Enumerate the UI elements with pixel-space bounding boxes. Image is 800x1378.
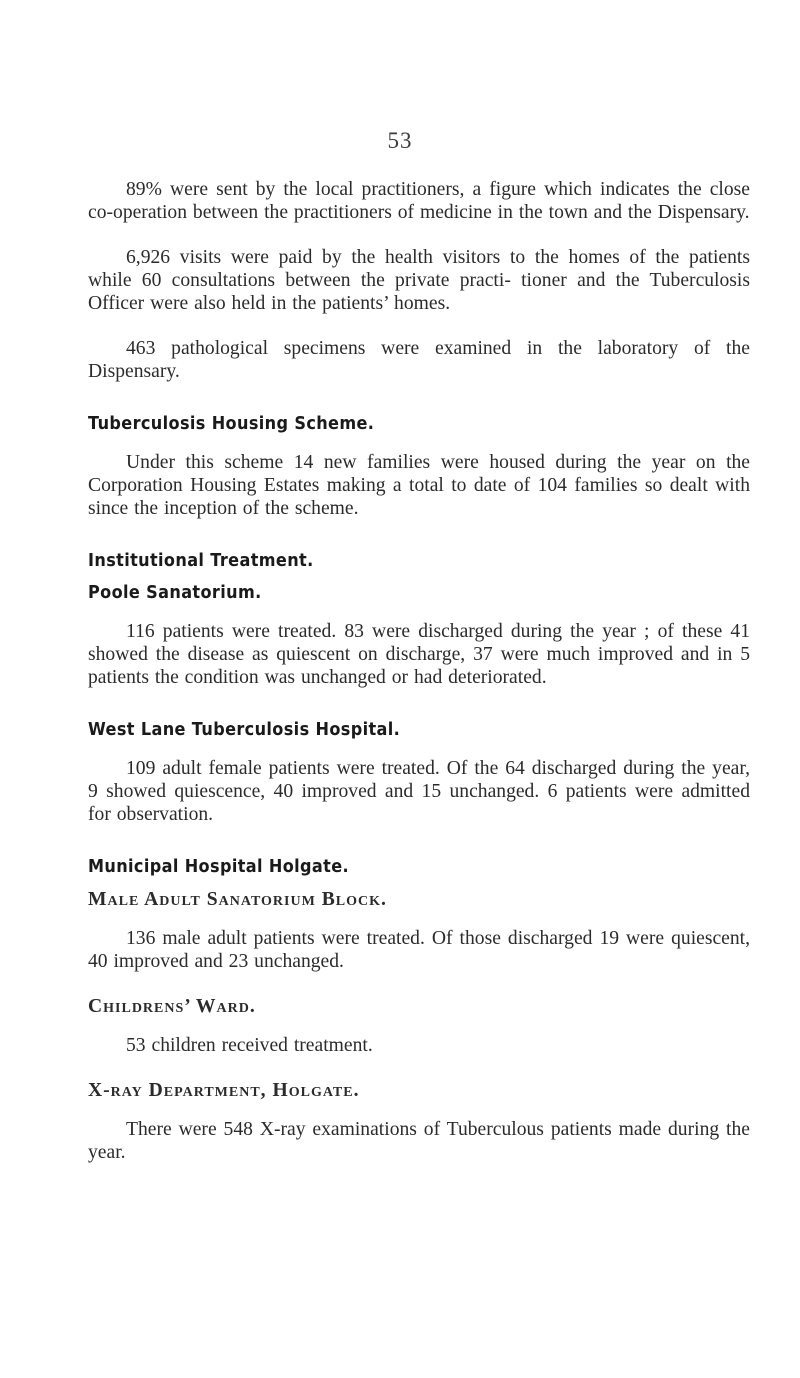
heading-childrens-ward: Childrens’ Ward. [88,996,256,1017]
paragraph-referral-source: 89% were sent by the local practitioners, a figure which indicates the close co-operation between the practitioners of medicine in the town and the Dispensary. [88,179,750,223]
paragraph-west-lane-hospital: 109 adult female patients were treated. Of the 64 discharged during the year, 9 showed quiescence, 40 improved and 15 unchanged. 6 patients were admitted for observation. [88,758,750,825]
heading-housing-scheme: Tuberculosis Housing Scheme. [88,414,375,434]
paragraph-pathological-specimens: 463 pathological specimens were examined in the laboratory of the Dispensary. [88,338,750,382]
paragraph-childrens-ward: 53 children received treatment. [126,1035,373,1056]
paragraph-health-visits: 6,926 visits were paid by the health visitors to the homes of the patients while 60 consultations between the private practi- tioner and the Tuberculosis Officer were also held in the patients’ homes. [88,247,750,314]
paragraph-male-adult-block: 136 male adult patients were treated. Of those discharged 19 were quiescent, 40 improved and 23 unchanged. [88,928,750,972]
heading-xray-department: X-ray Department, Holgate. [88,1080,360,1101]
page-number: 53 [387,128,413,153]
paragraph-xray-department: There were 548 X-ray examinations of Tuberculous patients made during the year. [88,1119,750,1163]
page-body [88,178,750,1164]
heading-west-lane-hospital: West Lane Tuberculosis Hospital. [88,720,401,740]
heading-male-adult-block: Male Adult Sanatorium Block. [88,889,387,910]
heading-institutional-treatment: Institutional Treatment. [88,551,314,571]
heading-poole-sanatorium: Poole Sanatorium. [88,583,262,603]
heading-municipal-hospital: Municipal Hospital Holgate. [88,857,350,877]
paragraph-poole-sanatorium: 116 patients were treated. 83 were discharged during the year ; of these 41 showed the disease as quiescent on discharge, 37 were much improved and in 5 patients the condition was unchanged or had deteriorated. [88,621,750,688]
paragraph-housing-scheme: Under this scheme 14 new families were housed during the year on the Corporation Housing Estates making a total to date of 104 families so dealt with since the inception of the scheme. [88,452,750,519]
